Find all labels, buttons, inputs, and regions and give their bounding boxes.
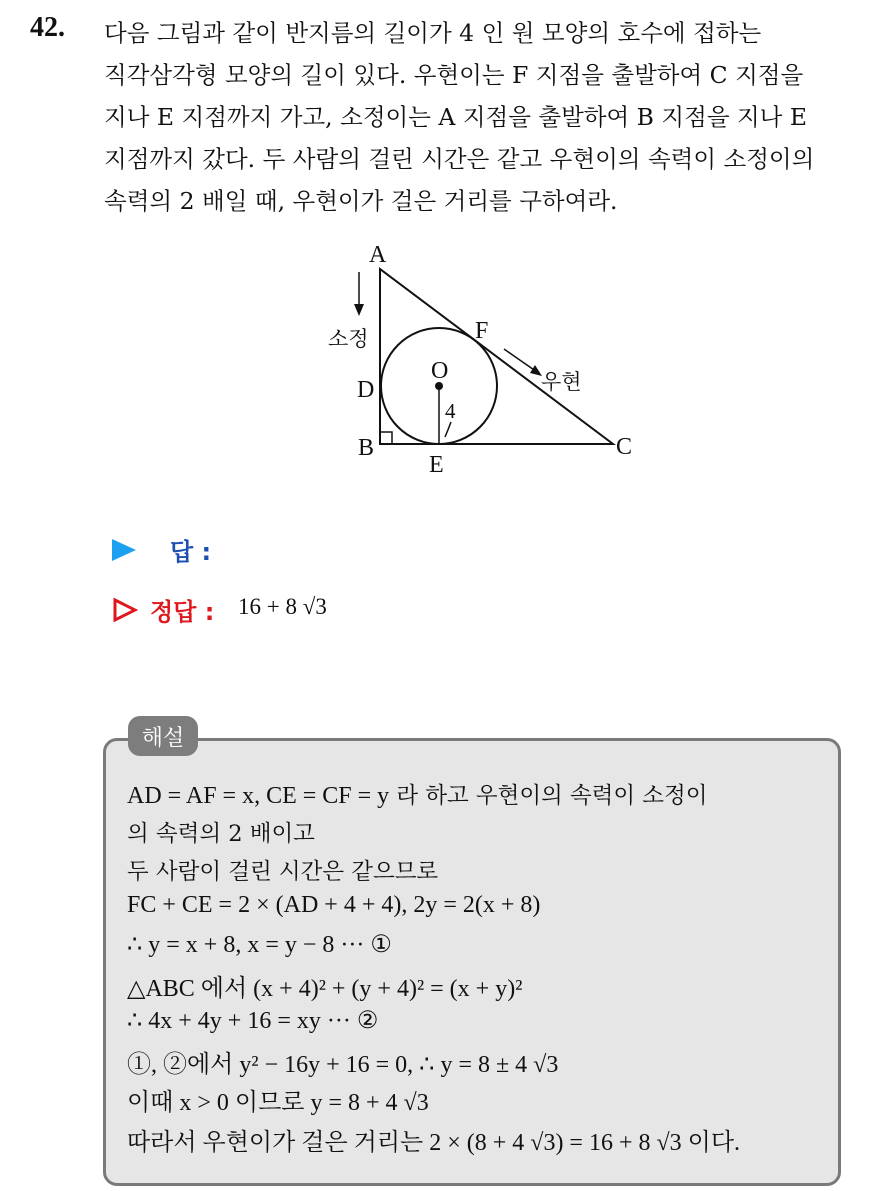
- solution-line-2: 의 속력의 2 배이고: [127, 821, 315, 847]
- triangle-abc: [380, 269, 613, 444]
- sojeong-arrowhead: [354, 304, 364, 316]
- solution-line-4: FC + CE = 2 × (AD + 4 + 4), 2y = 2(x + 8): [127, 892, 541, 918]
- answer-label: 답 :: [170, 538, 212, 566]
- solution-line-8: ①, ②에서 y² − 16y + 16 = 0, ∴ y = 8 ± 4 √3: [127, 1052, 559, 1078]
- label-o: O: [431, 358, 449, 384]
- label-a: A: [369, 242, 387, 268]
- label-radius: 4: [445, 399, 456, 423]
- question-line-2: 직각삼각형 모양의 길이 있다. 우현이는 F 지점을 출발하여 C 지점을: [104, 61, 804, 89]
- answer-row: [112, 532, 211, 567]
- solution-line-3: 두 사람이 걸린 시간은 같으므로: [127, 859, 439, 885]
- solution-line-1: [127, 778, 708, 810]
- question-line-3: 지나 E 지점까지 가고, 소정이는 A 지점을 출발하여 B 지점을 지나 E: [104, 103, 808, 131]
- play-triangle-icon: [112, 539, 136, 561]
- label-woohyun: 우현: [541, 370, 582, 394]
- correct-answer-row: [112, 592, 214, 627]
- solution-line-7: ∴ 4x + 4y + 16 = xy ··· ②: [127, 1008, 379, 1034]
- question-line-4: 지점까지 갔다. 두 사람의 걸린 시간은 같고 우현이의 속력이 소정이의: [104, 145, 815, 173]
- woohyun-arrow: [504, 349, 537, 372]
- correct-answer-value: 16 + 8 √3: [238, 594, 327, 619]
- label-d: D: [357, 377, 375, 403]
- question-number: 42.: [30, 12, 65, 43]
- solution-line-9: 이때 x > 0 이므로 y = 8 + 4 √3: [127, 1090, 429, 1116]
- label-b: B: [358, 435, 375, 461]
- solution-line-10: 따라서 우현이가 걸은 거리는 2 × (8 + 4 √3) = 16 + 8 √3 이다.: [127, 1130, 741, 1156]
- question-line-1: 다음 그림과 같이 반지름의 길이가 4 인 원 모양의 호수에 접하는: [104, 19, 762, 47]
- outline-triangle-icon: [112, 597, 138, 623]
- label-f: F: [475, 318, 489, 344]
- solution-line-1-text: 라 하고 우현이의 속력이 소정이: [389, 783, 708, 809]
- correct-answer-label: 정답 :: [150, 598, 215, 626]
- solution-tab: 해설: [128, 716, 198, 756]
- label-e: E: [429, 452, 444, 478]
- radius-tick: [445, 422, 451, 437]
- solution-line-5: ∴ y = x + 8, x = y − 8 ··· ①: [127, 932, 392, 958]
- label-sojeong: 소정: [328, 327, 369, 351]
- question-line-5: 속력의 2 배일 때, 우현이가 걸은 거리를 구하여라.: [104, 187, 618, 215]
- label-c: C: [616, 434, 633, 460]
- solution-line-1-math: AD = AF = x, CE = CF = y: [127, 783, 390, 809]
- geometry-figure: [315, 232, 645, 482]
- right-angle-mark: [380, 432, 392, 444]
- solution-line-6: △ABC 에서 (x + 4)² + (y + 4)² = (x + y)²: [127, 976, 523, 1002]
